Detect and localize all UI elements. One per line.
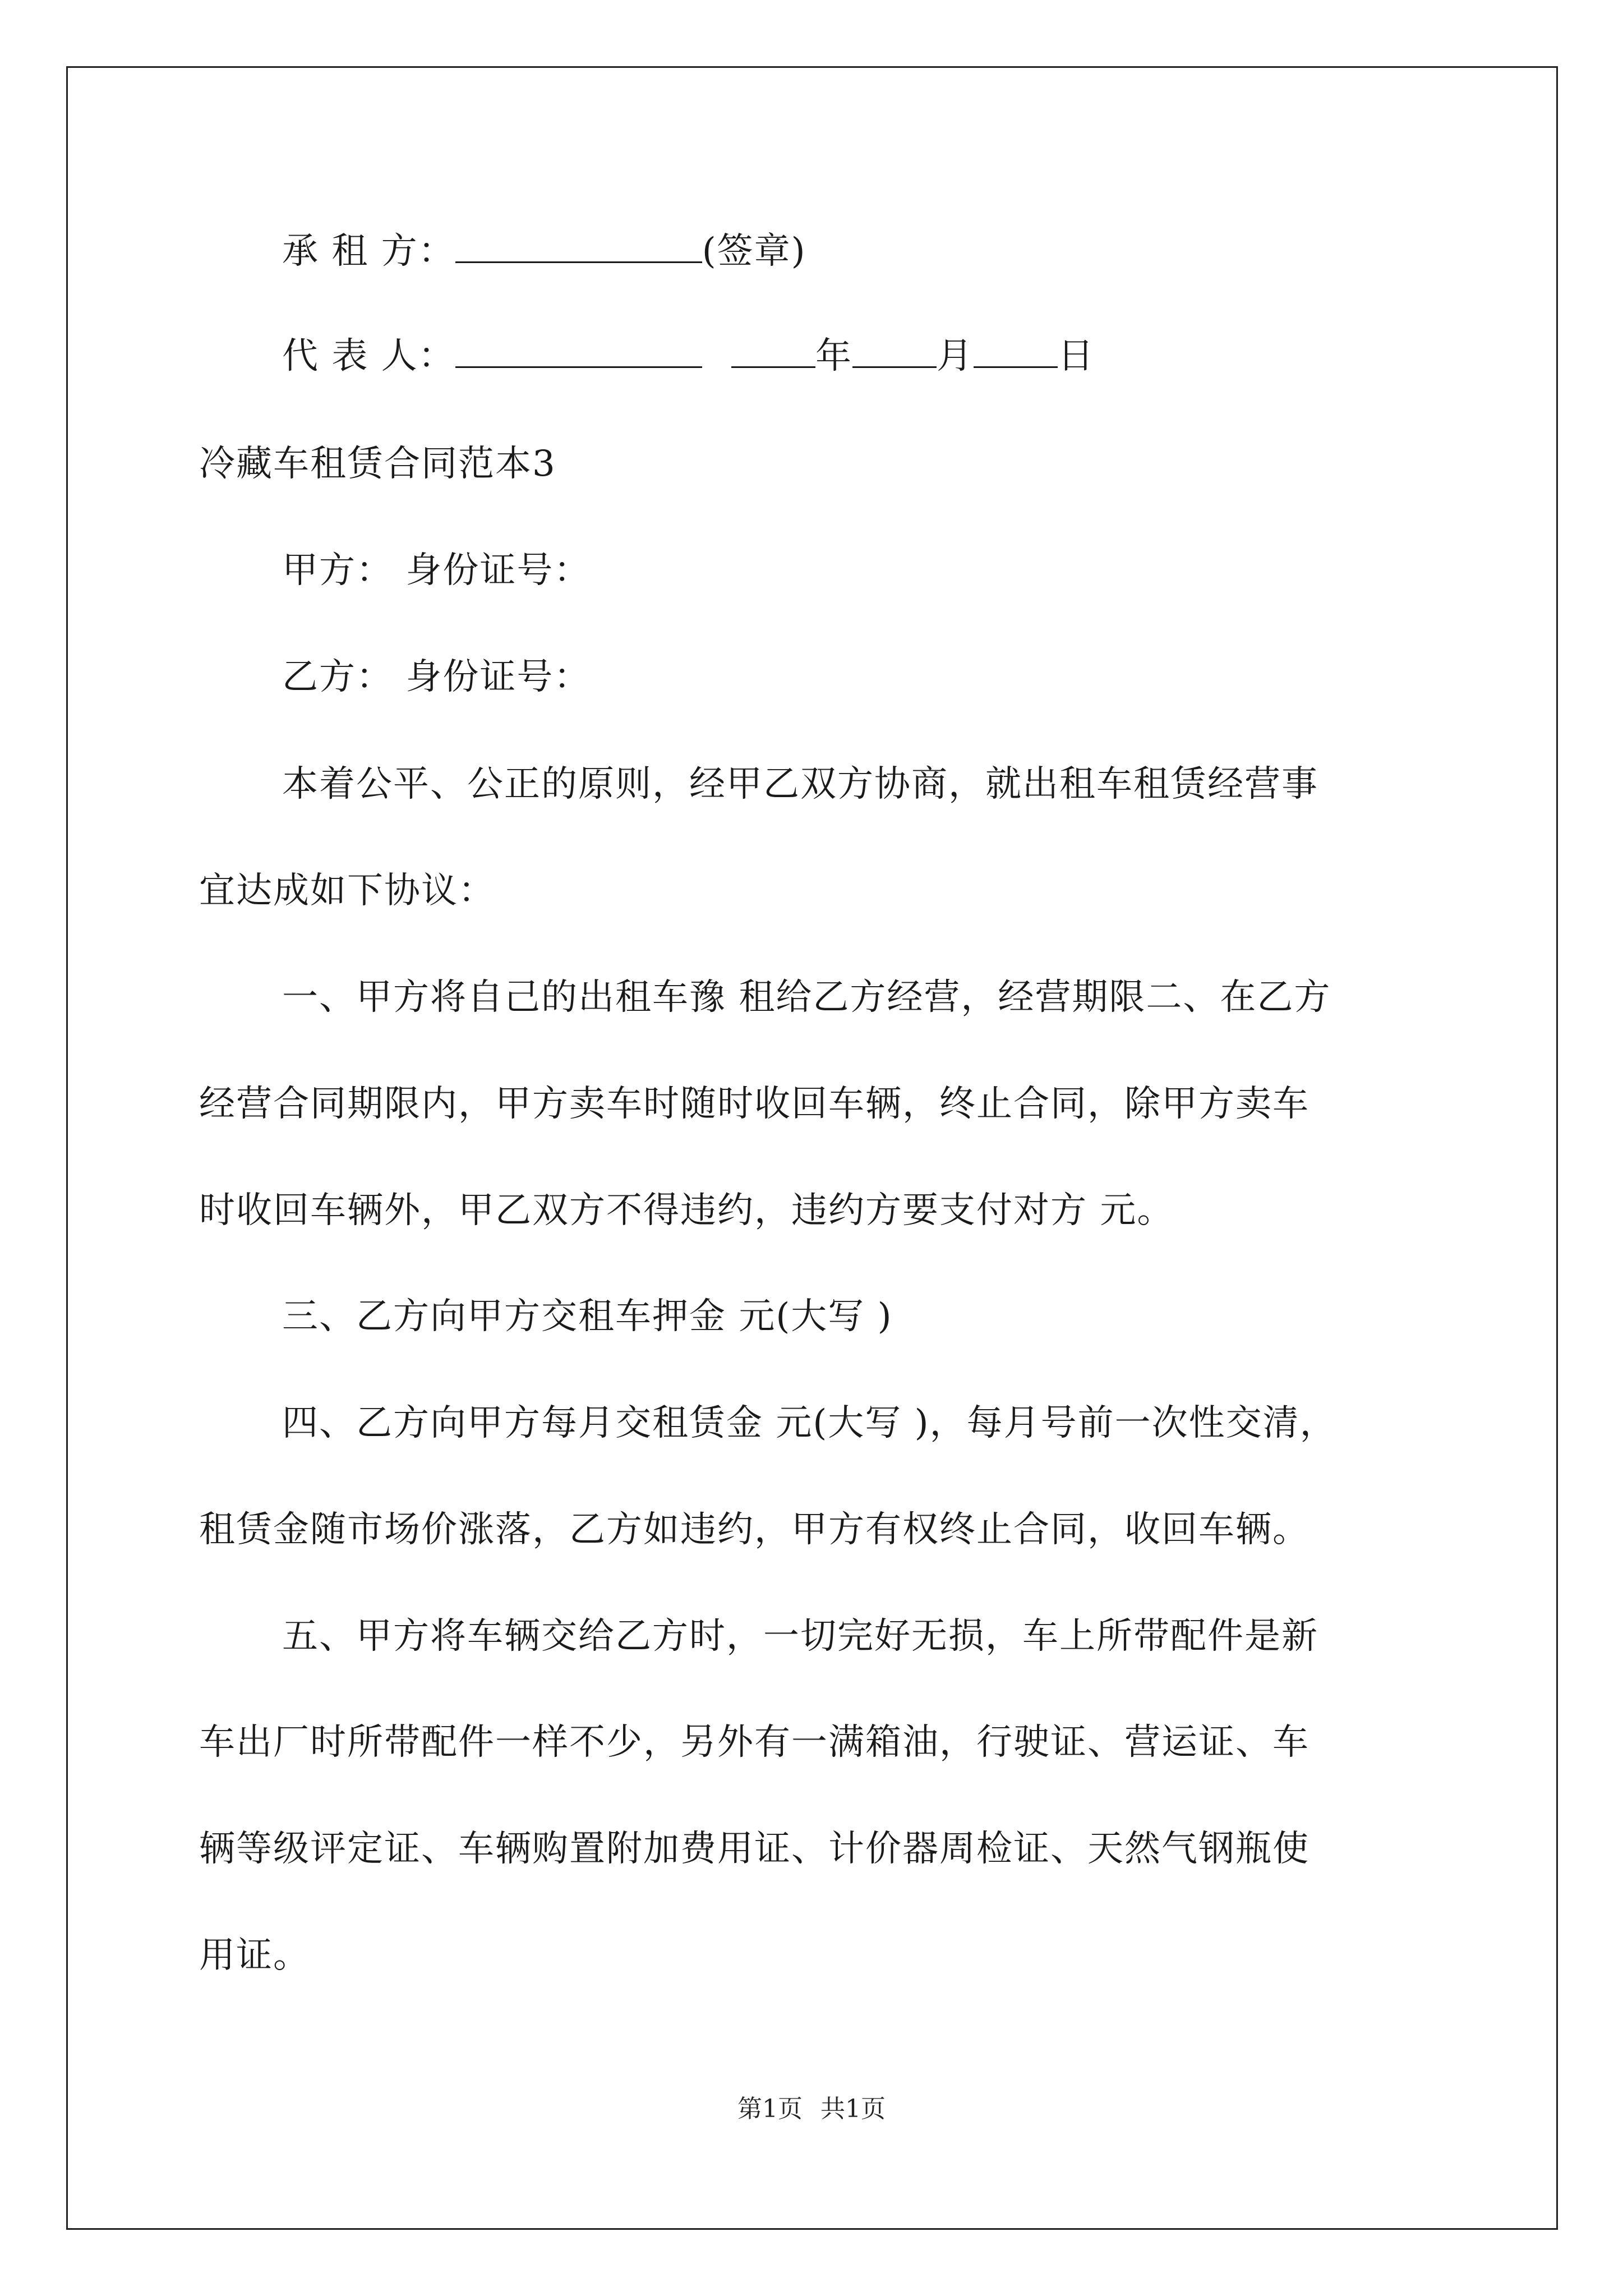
clause-3-line: 三、乙方向甲方交租车押金 元(大写 ) xyxy=(282,1296,893,1337)
clause-5-line-2: 车出厂时所带配件一样不少，另外有一满箱油，行驶证、营运证、车 xyxy=(199,1722,1310,1763)
clause-5-line-4: 用证。 xyxy=(199,1935,310,1976)
day-blank xyxy=(974,335,1058,368)
intro-paragraph-line-1: 本着公平、公正的原则，经甲乙双方协商，就出租车租赁经营事 xyxy=(282,763,1318,805)
intro-paragraph-line-2: 宜达成如下协议： xyxy=(199,870,495,912)
month-label: 月 xyxy=(937,335,974,377)
page-border xyxy=(66,66,1558,2230)
clause-4-line-1: 四、乙方向甲方每月交租赁金 元(大写 )，每月号前一次性交清， xyxy=(282,1402,1337,1444)
month-blank xyxy=(852,335,937,368)
party-a-line: 甲方： 身份证号： xyxy=(282,550,591,591)
clause-5-line-1: 五、甲方将车辆交给乙方时，一切完好无损，车上所带配件是新 xyxy=(282,1616,1318,1657)
clause-4-line-2: 租赁金随市场价涨落，乙方如违约，甲方有权终止合同，收回车辆。 xyxy=(199,1509,1310,1550)
clause-1-line-2: 经营合同期限内，甲方卖车时随时收回车辆，终止合同，除甲方卖车 xyxy=(199,1083,1310,1125)
lessee-signature-line xyxy=(282,229,806,274)
clause-1-line-1: 一、甲方将自己的出租车豫 租给乙方经营，经营期限二、在乙方 xyxy=(282,977,1331,1018)
year-blank xyxy=(731,335,815,368)
party-b-line: 乙方： 身份证号： xyxy=(282,656,591,698)
page-footer xyxy=(0,2093,1623,2125)
contract-title: 冷藏车租赁合同范本3 xyxy=(199,443,556,485)
year-label: 年 xyxy=(815,335,853,377)
clause-5-line-3: 辆等级评定证、车辆购置附加费用证、计价器周检证、天然气钢瓶使 xyxy=(199,1828,1310,1870)
lessee-blank xyxy=(455,230,702,263)
day-label: 日 xyxy=(1058,335,1095,377)
lessee-label: 承 租 方： xyxy=(282,231,455,272)
representative-blank xyxy=(455,335,702,368)
page-number-current: 第1页 xyxy=(737,2095,803,2123)
lessee-seal-note: (签章) xyxy=(702,231,806,272)
page-number-total: 共1页 xyxy=(820,2095,886,2123)
clause-1-line-3: 时收回车辆外，甲乙双方不得违约，违约方要支付对方 元。 xyxy=(199,1190,1174,1231)
representative-label: 代 表 人： xyxy=(282,335,455,377)
representative-signature-line xyxy=(282,334,1095,379)
